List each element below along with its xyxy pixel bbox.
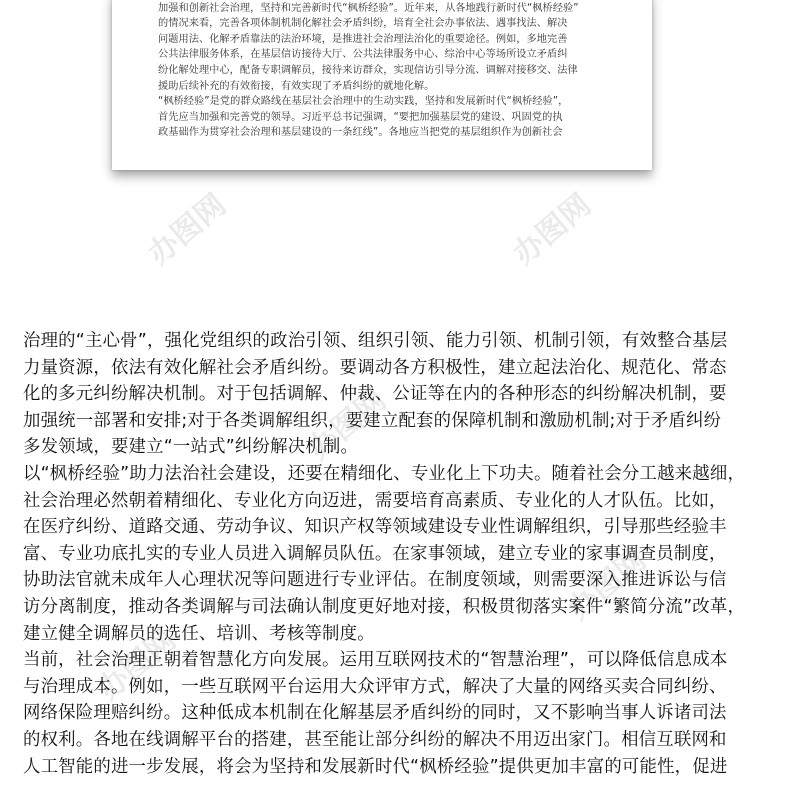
page-line: 首先应当加强和完善党的领导。习近平总书记强调，“要把加强基层党的建设、巩固党的执 bbox=[158, 111, 563, 123]
watermark: 办图网 bbox=[141, 187, 233, 273]
page-line: 公共法律服务体系，在基层信访接待大厅、公共法律服务中心、综治中心等场所设立矛盾纠 bbox=[158, 49, 568, 61]
watermark: 办图网 bbox=[91, 622, 183, 708]
body-line: 与治理成本。例如，一些互联网平台运用大众评审方式，解决了大量的网络买卖合同纠纷、 bbox=[23, 676, 727, 697]
document-page-image bbox=[112, 0, 652, 170]
body-line: 加强统一部署和安排;对于各类调解组织，要建立配套的保障机制和激励机制;对于矛盾纠纷 bbox=[23, 410, 722, 431]
watermark: 办图网 bbox=[561, 542, 653, 628]
page-line: 援助后续补充的有效衔接，有效实现了矛盾纠纷的就地化解。 bbox=[158, 80, 435, 92]
watermark: 办图网 bbox=[506, 187, 598, 273]
body-line: 网络保险理赔纠纷。这种低成本机制在化解基层矛盾纠纷的同时，又不影响当事人诉诸司法 bbox=[23, 703, 727, 724]
body-line: 多发领域，要建立“一站式”纠纷解决机制。 bbox=[23, 437, 359, 458]
document-preview-area bbox=[0, 0, 800, 290]
page-line: 政基础作为贯穿社会治理和基层建设的一条红线”。各地应当把党的基层组织作为创新社会 bbox=[158, 127, 563, 139]
page-line: 加强和创新社会治理，坚持和完善新时代“枫桥经验”。近年来，从各地践行新时代“枫桥经验” bbox=[158, 2, 579, 14]
body-line: 协助法官就未成年人心理状况等问题进行专业评估。在制度领域，则需要深入推进诉讼与信 bbox=[23, 570, 727, 591]
body-line: 在医疗纠纷、道路交通、劳动争议、知识产权等领域建设专业性调解组织，引导那些经验丰 bbox=[23, 517, 727, 538]
page-line: 纷化解处理中心，配备专职调解员，接待来访群众，实现信访引导分流、调解对接移交、法律 bbox=[158, 64, 578, 76]
body-line: 以“枫桥经验”助力法治社会建设，还要在精细化、专业化上下功夫。随着社会分工越来越细， bbox=[23, 463, 746, 484]
body-line: 建立健全调解员的选任、培训、考核等制度。 bbox=[23, 623, 375, 644]
body-line: 富、专业功底扎实的专业人员进入调解员队伍。在家事领域，建立专业的家事调查员制度， bbox=[23, 543, 727, 564]
body-line: 化的多元纠纷解决机制。对于包括调解、仲裁、公证等在内的各种形态的纠纷解决机制，要 bbox=[23, 384, 727, 405]
watermark: 办图网 bbox=[301, 382, 393, 468]
page-line: “枫桥经验”是党的群众路线在基层社会治理中的生动实践，坚持和发展新时代“枫桥经验”， bbox=[158, 96, 569, 108]
body-line: 访分离制度，推动各类调解与司法确认制度更好地对接，积极贯彻落实案件“繁简分流”改革， bbox=[23, 596, 746, 617]
body-line: 治理的“主心骨”，强化党组织的政治引领、组织引领、能力引领、机制引领，有效整合基层 bbox=[23, 331, 728, 351]
article-body bbox=[23, 328, 783, 780]
body-line: 人工智能的进一步发展，将会为坚持和发展新时代“枫桥经验”提供更加丰富的可能性，促进 bbox=[23, 756, 728, 777]
body-line: 的权利。各地在线调解平台的搭建，甚至能让部分纠纷的解决不用迈出家门。相信互联网和 bbox=[23, 729, 727, 750]
page-line: 的情况来看，完善各项体制机制化解社会矛盾纠纷，培育全社会办事依法、遇事找法、解决 bbox=[158, 18, 568, 30]
body-line: 力量资源，依法有效化解社会矛盾纠纷。要调动各方积极性，建立起法治化、规范化、常态 bbox=[23, 357, 727, 378]
body-line: 社会治理必然朝着精细化、专业化方向迈进，需要培育高素质、专业化的人才队伍。比如， bbox=[23, 490, 727, 511]
page-line: 问题用法、化解矛盾靠法的法治环境，是推进社会治理法治化的重要途径。例如，多地完善 bbox=[158, 33, 568, 45]
document-page-text bbox=[158, 0, 614, 141]
body-line: 当前，社会治理正朝着智慧化方向发展。运用互联网技术的“智慧治理”，可以降低信息成本 bbox=[23, 650, 728, 671]
